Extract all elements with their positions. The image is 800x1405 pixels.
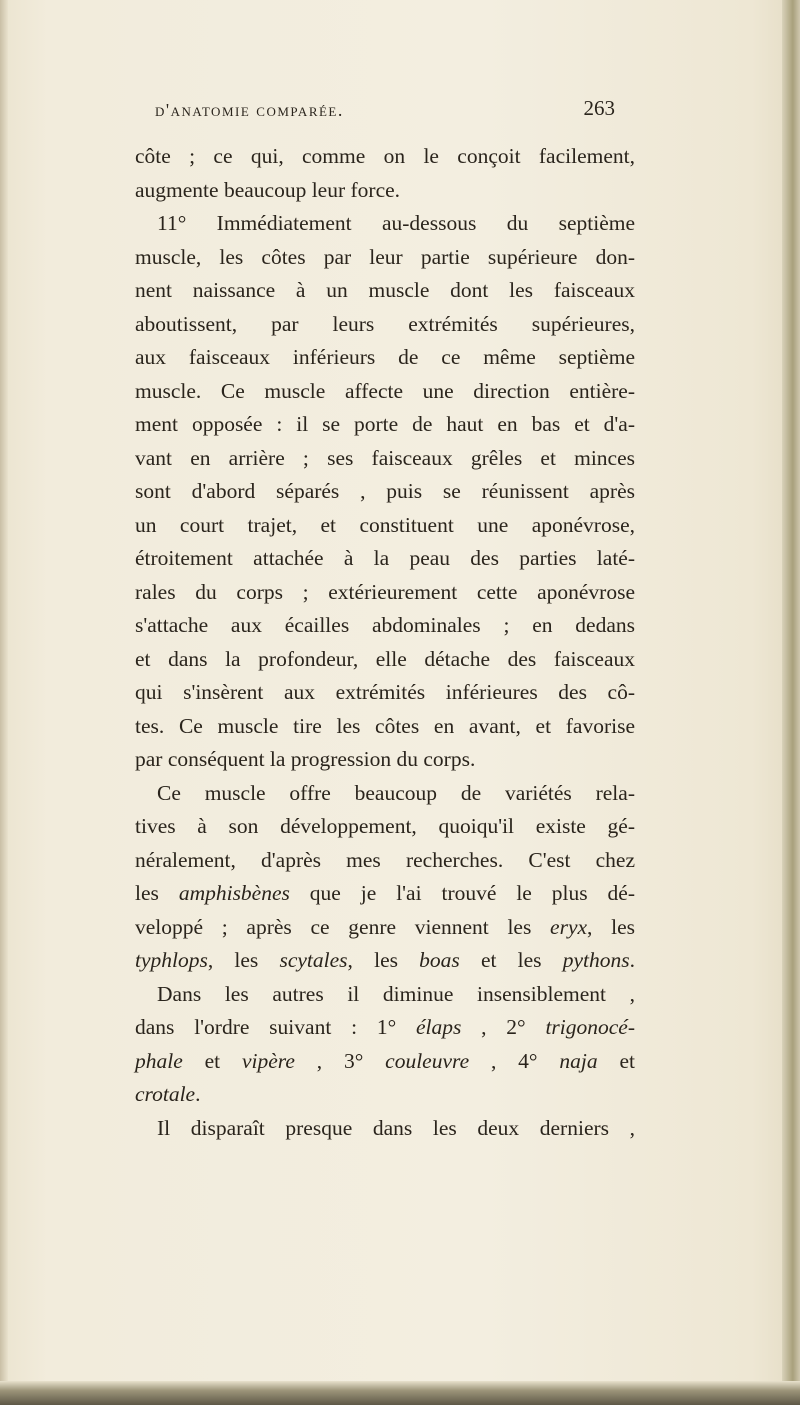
text-line: augmente beaucoup leur force.	[135, 177, 401, 202]
text-segment: que je l'ai trouvé le plus dé-	[289, 881, 635, 905]
text-line: par conséquent la progression du corps.	[135, 747, 476, 771]
text-line: ment opposée : il se porte de haut en bas et d'a-	[135, 412, 635, 436]
text-segment: , les	[587, 914, 636, 939]
text-line: aboutissent, par leurs extrémités supérieures,	[135, 311, 635, 336]
italic-term: typhlops	[135, 948, 208, 972]
italic-term: couleuvre	[385, 1048, 470, 1073]
text-segment: , les	[347, 948, 420, 972]
text-line: Dans les autres il diminue insensiblement ,	[157, 981, 635, 1006]
page-number: 263	[583, 96, 615, 120]
italic-term: pythons	[562, 948, 630, 972]
text-line	[135, 1045, 635, 1079]
text-line: sont d'abord séparés , puis se réunissent après	[135, 479, 635, 503]
text-segment: .	[195, 1082, 201, 1106]
text-line: s'attache aux écailles abdominales ; en dedans	[135, 613, 635, 637]
text-line	[135, 877, 635, 911]
text-line: vant en arrière ; ses faisceaux grêles et minces	[135, 445, 635, 470]
text-segment: dans l'ordre suivant : 1°	[135, 1015, 416, 1039]
page-left-edge	[0, 0, 8, 1405]
page-binding-edge	[782, 0, 800, 1405]
text-line: aux faisceaux inférieurs de ce même septième	[135, 345, 635, 369]
italic-term: crotale	[135, 1082, 196, 1106]
text-segment: , 4°	[469, 1048, 560, 1073]
body-text	[135, 140, 635, 1145]
italic-term: phale	[135, 1048, 183, 1073]
italic-term: eryx	[550, 914, 588, 939]
text-segment: et les	[459, 948, 563, 972]
text-line	[135, 1078, 635, 1112]
text-line	[135, 944, 635, 978]
text-line: et dans la profondeur, elle détache des faisceaux	[135, 646, 635, 671]
text-line: côte ; ce qui, comme on le conçoit facilement,	[135, 144, 635, 168]
text-line: un court trajet, et constituent une aponévrose,	[135, 512, 635, 537]
italic-term: scytales	[279, 948, 348, 972]
text-line: muscle, les côtes par leur partie supérieure don-	[135, 244, 635, 269]
page-bottom-edge	[0, 1381, 800, 1405]
text-line: muscle. Ce muscle affecte une direction entière-	[135, 378, 635, 403]
text-line: rales du corps ; extérieurement cette aponévrose	[135, 579, 635, 604]
text-line: nent naissance à un muscle dont les faisceaux	[135, 278, 635, 302]
text-line	[135, 911, 635, 945]
text-segment: , 2°	[461, 1015, 546, 1039]
italic-term: vipère	[241, 1048, 295, 1073]
text-line: 11° Immédiatement au-dessous du septième	[157, 211, 635, 235]
text-line: Il disparaît presque dans les deux derniers ,	[157, 1115, 635, 1140]
text-segment: , 3°	[294, 1048, 386, 1073]
text-line: néralement, d'après mes recherches. C'est chez	[135, 847, 635, 872]
text-segment: .	[629, 948, 635, 972]
text-line: tes. Ce muscle tire les côtes en avant, et favorise	[135, 713, 635, 738]
text-line: qui s'insèrent aux extrémités inférieures des cô-	[135, 680, 635, 704]
text-segment: veloppé ; après ce genre viennent les	[135, 914, 551, 939]
italic-term: naja	[559, 1048, 598, 1073]
text-line: Ce muscle offre beaucoup de variétés rela-	[157, 780, 635, 805]
italic-term: amphisbènes	[178, 881, 290, 905]
text-line: tives à son développement, quoiqu'il existe gé-	[135, 814, 635, 838]
italic-term: trigonocé-	[545, 1015, 635, 1039]
text-line	[135, 1011, 635, 1045]
page-header	[155, 96, 615, 130]
text-segment: les	[135, 881, 179, 905]
text-line: étroitement attachée à la peau des parties laté-	[135, 546, 635, 570]
text-segment: et	[182, 1048, 242, 1073]
running-title: d'anatomie comparée.	[155, 100, 344, 120]
italic-term: boas	[419, 948, 460, 972]
text-segment: , les	[207, 948, 280, 972]
text-segment: et	[597, 1048, 635, 1073]
italic-term: élaps	[415, 1015, 462, 1039]
